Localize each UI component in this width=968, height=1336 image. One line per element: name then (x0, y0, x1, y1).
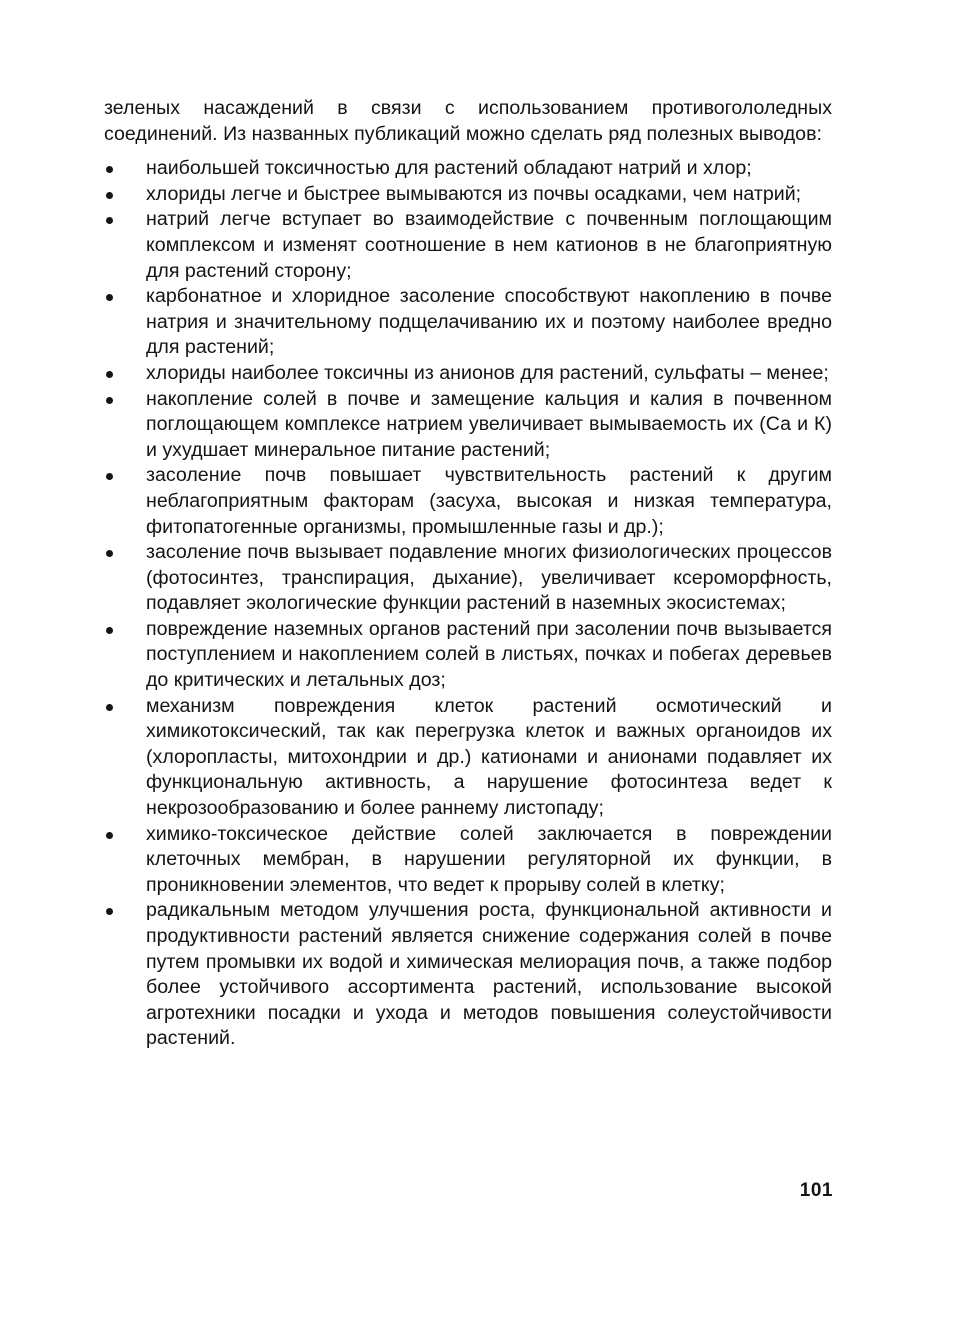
bullet-icon (106, 473, 113, 480)
bullet-icon (106, 371, 113, 378)
list-item (104, 387, 832, 464)
bullet-icon (106, 192, 113, 199)
list-item-text: наибольшей токсичностью для растений обладают натрий и хлор; (146, 157, 752, 180)
list-item-text: натрий легче вступает во взаимодействие с почвенным поглощающим комплексом и изменят соотношение в нем катионов в не благоприятную для растений сторону; (146, 208, 832, 282)
bullet-icon (106, 166, 113, 173)
conclusions-list (104, 156, 832, 1052)
bullet-icon (106, 550, 113, 557)
bullet-icon (106, 908, 113, 915)
list-item (104, 156, 832, 182)
list-item-text: хлориды легче и быстрее вымываются из почвы осадками, чем натрий; (146, 182, 802, 205)
intro-paragraph: зеленых насаждений в связи с использованием противогололедных соединений. Из названных публикаций можно сделать ряд полезных выводов: (104, 97, 832, 145)
list-item (104, 617, 832, 694)
bullet-icon (106, 217, 113, 224)
list-item-text: радикальным методом улучшения роста, функциональной активности и продуктивности растений является снижение содержания солей в почве путем промывки их водой и химическая мелиорация почв, а также подбор более устойчивого ассортимента растений, использование высокой агротехники посадки и ухода и методов повышения солеустойчивости растений. (146, 899, 832, 1050)
list-item-text: химико-токсическое действие солей заключается в повреждении клеточных мембран, в нарушении регуляторной их функции, в проникновении элементов, что ведет к прорыву солей в клетку; (146, 822, 832, 896)
document-page (104, 96, 832, 1052)
list-item-text: засоление почв повышает чувствительность растений к другим неблагоприятным факторам (засуха, высокая и низкая температура, фитопатогенные организмы, промышленные газы и др.); (146, 464, 832, 538)
list-item (104, 540, 832, 617)
list-item (104, 463, 832, 540)
bullet-icon (106, 397, 113, 404)
bullet-icon (106, 294, 113, 301)
bullet-icon (106, 832, 113, 839)
list-item (104, 822, 832, 899)
list-item (104, 694, 832, 822)
list-item-text: повреждение наземных органов растений при засолении почв вызывается поступлением и накоплением солей в листьях, почках и побегах деревьев до критических и летальных доз; (146, 617, 832, 692)
page-number: 101 (799, 1180, 833, 1201)
list-item (104, 284, 832, 361)
bullet-icon (106, 704, 113, 711)
bullet-icon (106, 627, 113, 634)
list-item (104, 898, 832, 1052)
list-item (104, 182, 832, 208)
list-item-text: хлориды наиболее токсичны из анионов для растений, сульфаты – менее; (146, 361, 829, 384)
list-item (104, 207, 832, 284)
list-item-text: засоление почв вызывает подавление многих физиологических процессов (фотосинтез, транспирация, дыхание), увеличивает ксероморфность, подавляет экологические функции растений в наземных экосистемах; (146, 541, 832, 615)
list-item (104, 361, 832, 387)
list-item-text: механизм повреждения клеток растений осмотический и химикотоксический, так как перегрузка клеток и важных органоидов их (хлоропласты, митохондрии и др.) катионами и анионами подавляет их функциональную активность, а нарушение фотосинтеза ведет к некрозообразованию и более раннему листопаду; (146, 694, 832, 820)
list-item-text: накопление солей в почве и замещение кальция и калия в почвенном поглощающем комплексе натрием увеличивает вымываемость их (Са и К) и ухудшает минеральное питание растений; (146, 387, 832, 461)
list-item-text: карбонатное и хлоридное засоление способствуют накоплению в почве натрия и значительному подщелачиванию их и поэтому наиболее вредно для растений; (146, 285, 832, 359)
